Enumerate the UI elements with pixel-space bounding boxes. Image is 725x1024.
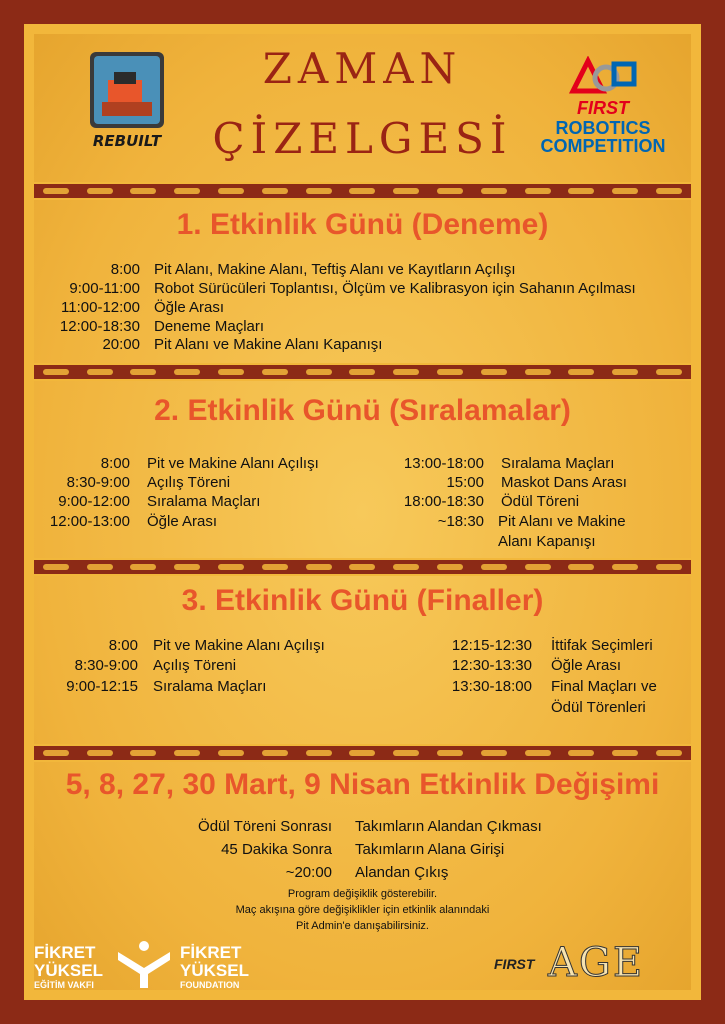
robotics-word: ROBOTICS bbox=[555, 118, 651, 138]
svg-text:REBUILT: REBUILT bbox=[92, 132, 162, 150]
first-logo-icon bbox=[568, 56, 638, 96]
schedule-change-title: 5, 8, 27, 30 Mart, 9 Nisan Etkinlik Değişimi bbox=[65, 768, 660, 801]
day1-title: 1. Etkinlik Günü (Deneme) bbox=[176, 208, 549, 241]
first-robotics-logo bbox=[528, 54, 678, 164]
first-age-logo: FIRST AGE bbox=[494, 940, 645, 986]
ornament-divider bbox=[34, 558, 691, 576]
page-title-line1: ZAMAN bbox=[262, 44, 463, 93]
ornament-divider bbox=[34, 182, 691, 200]
note-line: Maç akışına göre değişiklikler için etkinlik alanındaki bbox=[235, 904, 490, 916]
day3-title: 3. Etkinlik Günü (Finaller) bbox=[181, 584, 544, 617]
schedule-row-continuation: Alanı Kapanışı bbox=[498, 533, 596, 550]
ornament-divider bbox=[34, 363, 691, 381]
schedule-row-continuation: Ödül Törenleri bbox=[551, 699, 646, 716]
fikret-yuksel-emblem-icon bbox=[114, 940, 174, 990]
competition-word: COMPETITION bbox=[540, 136, 666, 156]
first-word: FIRST bbox=[577, 98, 629, 118]
ornament-divider bbox=[34, 744, 691, 762]
day2-title: 2. Etkinlik Günü (Sıralamalar) bbox=[154, 394, 571, 427]
page-title-line2: ÇİZELGESİ bbox=[212, 114, 513, 163]
note-line: Program değişiklik gösterebilir. bbox=[287, 888, 438, 900]
note-line: Pit Admin'e danışabilirsiniz. bbox=[296, 920, 429, 932]
